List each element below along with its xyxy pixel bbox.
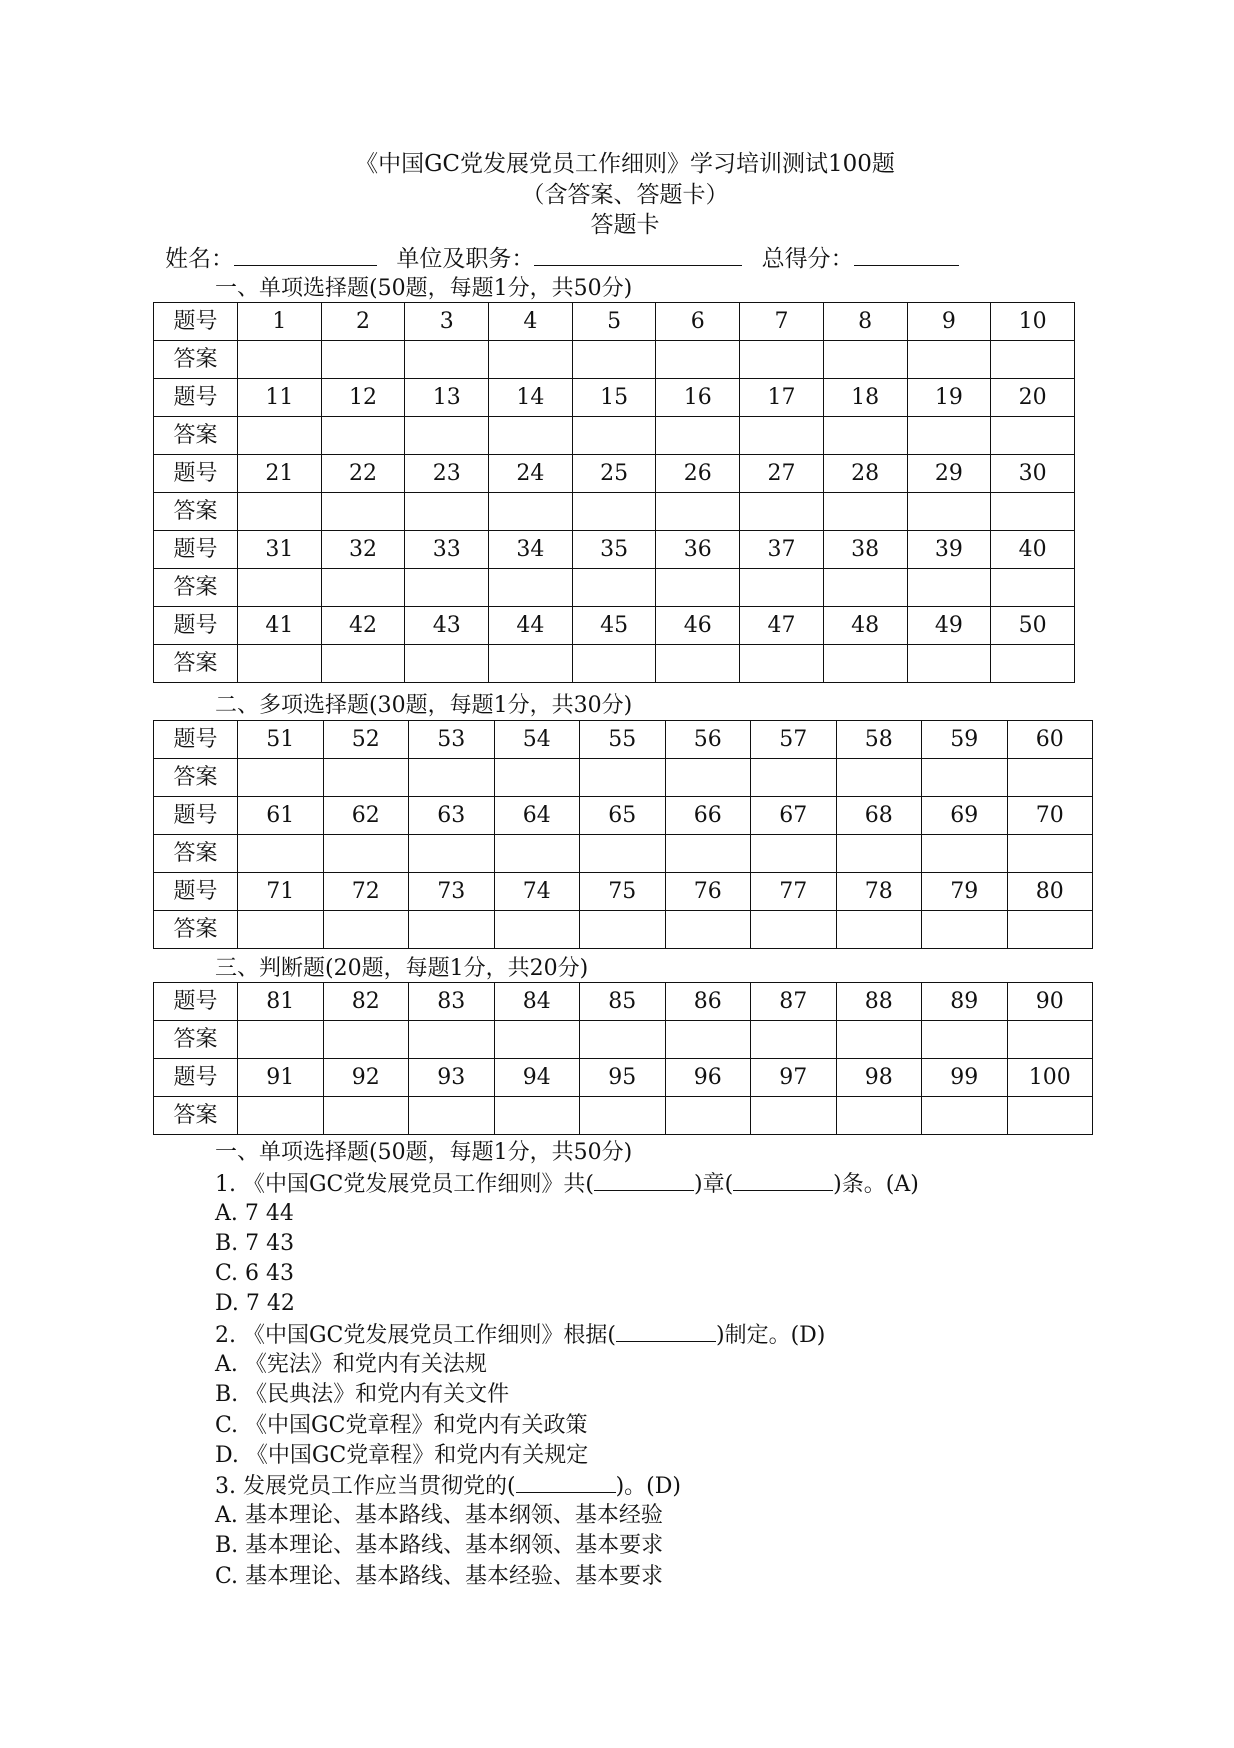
question-1-option-b: B. 7 43	[215, 1231, 295, 1256]
question-number-cell: 32	[321, 531, 405, 569]
number-row	[154, 303, 1075, 341]
question-number-cell: 20	[991, 379, 1075, 417]
question-number-cell: 100	[1007, 1059, 1093, 1097]
answer-row-label: 答案	[154, 1021, 238, 1059]
question-number-cell: 66	[665, 797, 751, 835]
question-number-cell: 78	[836, 873, 922, 911]
number-row	[154, 873, 1093, 911]
number-row	[154, 721, 1093, 759]
question-3-blank[interactable]	[516, 1472, 616, 1493]
document-subtitle: （含答案、答题卡）	[521, 182, 729, 208]
question-number-cell: 40	[991, 531, 1075, 569]
question-number-cell: 23	[405, 455, 489, 493]
question-1-option-a: A. 7 44	[215, 1201, 294, 1226]
question-1-text-end: )条。(A)	[833, 1172, 919, 1197]
answer-cell[interactable]	[489, 417, 573, 455]
question-number-cell: 99	[922, 1059, 1008, 1097]
question-number-cell: 25	[572, 455, 656, 493]
question-number-cell: 30	[991, 455, 1075, 493]
question-number-cell: 2	[321, 303, 405, 341]
question-number-cell: 49	[907, 607, 991, 645]
question-number-cell: 60	[1007, 721, 1093, 759]
answer-cell[interactable]	[580, 1097, 666, 1135]
answer-cell[interactable]	[823, 645, 907, 683]
question-number-cell: 29	[907, 455, 991, 493]
question-number-cell: 63	[409, 797, 495, 835]
unit-label: 单位及职务：	[396, 246, 535, 272]
question-number-cell: 65	[580, 797, 666, 835]
question-number-cell: 27	[740, 455, 824, 493]
question-number-cell: 37	[740, 531, 824, 569]
answer-cell[interactable]	[238, 1021, 324, 1059]
answer-cell[interactable]	[323, 835, 409, 873]
answer-row-label: 答案	[154, 1097, 238, 1135]
answer-cell[interactable]	[751, 759, 837, 797]
question-3-text-start: 3. 发展党员工作应当贯彻党的(	[215, 1474, 516, 1499]
answer-cell[interactable]	[922, 911, 1008, 949]
answer-cell[interactable]	[991, 417, 1075, 455]
question-number-cell: 67	[751, 797, 837, 835]
answer-cell[interactable]	[572, 341, 656, 379]
question-number-cell: 17	[740, 379, 824, 417]
answer-cell[interactable]	[405, 417, 489, 455]
answer-row	[154, 835, 1093, 873]
answer-cell[interactable]	[665, 1097, 751, 1135]
number-row	[154, 607, 1075, 645]
answer-cell[interactable]	[409, 759, 495, 797]
question-number-cell: 82	[323, 983, 409, 1021]
answer-cell[interactable]	[238, 1097, 324, 1135]
question-number-cell: 46	[656, 607, 740, 645]
answer-row	[154, 1021, 1093, 1059]
answer-cell[interactable]	[409, 911, 495, 949]
answer-cell[interactable]	[1007, 759, 1093, 797]
question-number-cell: 22	[321, 455, 405, 493]
answer-cell[interactable]	[238, 569, 322, 607]
question-number-cell: 81	[238, 983, 324, 1021]
question-number-cell: 15	[572, 379, 656, 417]
answer-cell[interactable]	[580, 1021, 666, 1059]
answer-card-title: 答题卡	[590, 212, 660, 238]
question-number-cell: 96	[665, 1059, 751, 1097]
answer-cell[interactable]	[409, 835, 495, 873]
answer-cell[interactable]	[494, 759, 580, 797]
question-number-cell: 90	[1007, 983, 1093, 1021]
question-3-text-end: )。(D)	[615, 1474, 681, 1499]
number-row-label: 题号	[154, 531, 238, 569]
answer-cell[interactable]	[238, 911, 324, 949]
answer-cell[interactable]	[907, 645, 991, 683]
number-row-label: 题号	[154, 1059, 238, 1097]
question-number-cell: 35	[572, 531, 656, 569]
number-row-label: 题号	[154, 721, 238, 759]
answer-cell[interactable]	[907, 417, 991, 455]
question-number-cell: 93	[409, 1059, 495, 1097]
answer-cell[interactable]	[1007, 1021, 1093, 1059]
answer-table-multi-choice	[153, 720, 1093, 949]
answer-cell[interactable]	[836, 759, 922, 797]
question-number-cell: 85	[580, 983, 666, 1021]
answer-cell[interactable]	[922, 1021, 1008, 1059]
answer-cell[interactable]	[489, 341, 573, 379]
answer-cell[interactable]	[489, 645, 573, 683]
section-multi-choice: 二、多项选择题(30题，每题1分，共30分)	[215, 693, 633, 718]
question-number-cell: 24	[489, 455, 573, 493]
number-row	[154, 455, 1075, 493]
answer-cell[interactable]	[656, 341, 740, 379]
question-number-cell: 87	[751, 983, 837, 1021]
question-number-cell: 10	[991, 303, 1075, 341]
answer-row	[154, 645, 1075, 683]
number-row-label: 题号	[154, 797, 238, 835]
answer-cell[interactable]	[991, 493, 1075, 531]
answer-cell[interactable]	[572, 417, 656, 455]
answer-cell[interactable]	[907, 493, 991, 531]
answer-cell[interactable]	[740, 645, 824, 683]
answer-row-label: 答案	[154, 645, 238, 683]
answer-cell[interactable]	[991, 341, 1075, 379]
answer-cell[interactable]	[494, 835, 580, 873]
question-number-cell: 56	[665, 721, 751, 759]
question-number-cell: 91	[238, 1059, 324, 1097]
question-number-cell: 71	[238, 873, 324, 911]
answer-cell[interactable]	[823, 417, 907, 455]
answer-cell[interactable]	[922, 1097, 1008, 1135]
question-number-cell: 84	[494, 983, 580, 1021]
question-number-cell: 97	[751, 1059, 837, 1097]
question-number-cell: 13	[405, 379, 489, 417]
question-2-option-a: A. 《宪法》和党内有关法规	[215, 1352, 487, 1377]
answer-cell[interactable]	[323, 911, 409, 949]
question-number-cell: 68	[836, 797, 922, 835]
question-number-cell: 83	[409, 983, 495, 1021]
answer-row-label: 答案	[154, 341, 238, 379]
question-1-blank-2[interactable]	[733, 1170, 833, 1191]
question-number-cell: 21	[238, 455, 322, 493]
question-2	[215, 1321, 825, 1350]
question-1-option-d: D. 7 42	[215, 1291, 295, 1316]
question-number-cell: 39	[907, 531, 991, 569]
answer-cell[interactable]	[489, 493, 573, 531]
question-number-cell: 8	[823, 303, 907, 341]
question-number-cell: 18	[823, 379, 907, 417]
body-section-heading: 一、单项选择题(50题，每题1分，共50分)	[215, 1140, 633, 1165]
question-1	[215, 1170, 919, 1199]
answer-cell[interactable]	[405, 645, 489, 683]
number-row	[154, 1059, 1093, 1097]
question-2-blank[interactable]	[616, 1321, 716, 1342]
question-number-cell: 31	[238, 531, 322, 569]
answer-cell[interactable]	[321, 645, 405, 683]
number-row-label: 题号	[154, 873, 238, 911]
question-3-option-c: C. 基本理论、基本路线、基本经验、基本要求	[215, 1564, 664, 1589]
answer-row-label: 答案	[154, 759, 238, 797]
question-3-option-a: A. 基本理论、基本路线、基本纲领、基本经验	[215, 1503, 663, 1528]
answer-row	[154, 493, 1075, 531]
answer-cell[interactable]	[1007, 835, 1093, 873]
answer-cell[interactable]	[238, 835, 324, 873]
answer-cell[interactable]	[1007, 911, 1093, 949]
question-number-cell: 88	[836, 983, 922, 1021]
number-row	[154, 379, 1075, 417]
answer-cell[interactable]	[656, 417, 740, 455]
question-2-option-c: C. 《中国GC党章程》和党内有关政策	[215, 1413, 588, 1438]
answer-cell[interactable]	[991, 569, 1075, 607]
number-row-label: 题号	[154, 303, 238, 341]
answer-cell[interactable]	[836, 1097, 922, 1135]
answer-cell[interactable]	[494, 1021, 580, 1059]
answer-cell[interactable]	[580, 911, 666, 949]
question-number-cell: 52	[323, 721, 409, 759]
number-row-label: 题号	[154, 607, 238, 645]
score-label: 总得分：	[761, 246, 854, 272]
answer-row-label: 答案	[154, 493, 238, 531]
answer-cell[interactable]	[409, 1097, 495, 1135]
question-number-cell: 28	[823, 455, 907, 493]
answer-cell[interactable]	[751, 1021, 837, 1059]
question-number-cell: 95	[580, 1059, 666, 1097]
number-row-label: 题号	[154, 455, 238, 493]
question-number-cell: 61	[238, 797, 324, 835]
question-number-cell: 7	[740, 303, 824, 341]
answer-row	[154, 569, 1075, 607]
question-number-cell: 72	[323, 873, 409, 911]
answer-cell[interactable]	[409, 1021, 495, 1059]
unit-field[interactable]	[534, 243, 742, 266]
question-number-cell: 26	[656, 455, 740, 493]
question-number-cell: 6	[656, 303, 740, 341]
answer-cell[interactable]	[751, 1097, 837, 1135]
answer-cell[interactable]	[907, 569, 991, 607]
question-number-cell: 38	[823, 531, 907, 569]
answer-cell[interactable]	[238, 417, 322, 455]
question-number-cell: 69	[922, 797, 1008, 835]
question-number-cell: 89	[922, 983, 1008, 1021]
question-1-blank-1[interactable]	[594, 1170, 694, 1191]
question-number-cell: 5	[572, 303, 656, 341]
section-single-choice: 一、单项选择题(50题，每题1分，共50分)	[215, 276, 633, 301]
info-line	[165, 243, 959, 273]
question-number-cell: 73	[409, 873, 495, 911]
answer-cell[interactable]	[740, 341, 824, 379]
question-number-cell: 16	[656, 379, 740, 417]
question-2-text-start: 2. 《中国GC党发展党员工作细则》根据(	[215, 1323, 616, 1348]
answer-cell[interactable]	[321, 493, 405, 531]
question-number-cell: 19	[907, 379, 991, 417]
answer-cell[interactable]	[238, 341, 322, 379]
question-number-cell: 14	[489, 379, 573, 417]
question-number-cell: 74	[494, 873, 580, 911]
answer-row-label: 答案	[154, 569, 238, 607]
question-number-cell: 75	[580, 873, 666, 911]
question-number-cell: 77	[751, 873, 837, 911]
answer-cell[interactable]	[494, 911, 580, 949]
answer-cell[interactable]	[572, 569, 656, 607]
question-number-cell: 62	[323, 797, 409, 835]
question-number-cell: 55	[580, 721, 666, 759]
question-number-cell: 58	[836, 721, 922, 759]
answer-cell[interactable]	[323, 1097, 409, 1135]
question-1-text-start: 1. 《中国GC党发展党员工作细则》共(	[215, 1172, 594, 1197]
answer-cell[interactable]	[572, 645, 656, 683]
number-row	[154, 531, 1075, 569]
answer-cell[interactable]	[238, 759, 324, 797]
question-2-option-b: B. 《民典法》和党内有关文件	[215, 1382, 510, 1407]
answer-cell[interactable]	[665, 1021, 751, 1059]
answer-cell[interactable]	[836, 1021, 922, 1059]
answer-cell[interactable]	[823, 493, 907, 531]
number-row	[154, 983, 1093, 1021]
answer-row	[154, 1097, 1093, 1135]
question-number-cell: 34	[489, 531, 573, 569]
answer-cell[interactable]	[405, 341, 489, 379]
answer-row-label: 答案	[154, 417, 238, 455]
question-number-cell: 43	[405, 607, 489, 645]
question-number-cell: 36	[656, 531, 740, 569]
question-number-cell: 1	[238, 303, 322, 341]
section-true-false: 三、判断题(20题，每题1分，共20分)	[215, 956, 589, 981]
question-number-cell: 70	[1007, 797, 1093, 835]
answer-cell[interactable]	[751, 911, 837, 949]
answer-cell[interactable]	[656, 645, 740, 683]
question-number-cell: 50	[991, 607, 1075, 645]
answer-table-true-false	[153, 982, 1093, 1135]
question-number-cell: 44	[489, 607, 573, 645]
question-2-text-end: )制定。(D)	[715, 1323, 826, 1348]
answer-row-label: 答案	[154, 911, 238, 949]
question-3	[215, 1472, 681, 1501]
answer-cell[interactable]	[321, 341, 405, 379]
question-number-cell: 86	[665, 983, 751, 1021]
question-number-cell: 79	[922, 873, 1008, 911]
number-row-label: 题号	[154, 983, 238, 1021]
question-number-cell: 42	[321, 607, 405, 645]
question-number-cell: 33	[405, 531, 489, 569]
answer-cell[interactable]	[665, 835, 751, 873]
answer-row-label: 答案	[154, 835, 238, 873]
answer-cell[interactable]	[1007, 1097, 1093, 1135]
question-number-cell: 51	[238, 721, 324, 759]
document-title: 《中国GC党发展党员工作细则》学习培训测试100题	[355, 151, 895, 177]
answer-cell[interactable]	[238, 493, 322, 531]
answer-cell[interactable]	[323, 759, 409, 797]
question-number-cell: 4	[489, 303, 573, 341]
number-row	[154, 797, 1093, 835]
answer-cell[interactable]	[740, 417, 824, 455]
answer-cell[interactable]	[740, 569, 824, 607]
answer-cell[interactable]	[751, 835, 837, 873]
answer-cell[interactable]	[836, 835, 922, 873]
answer-cell[interactable]	[836, 911, 922, 949]
answer-cell[interactable]	[665, 759, 751, 797]
question-1-option-c: C. 6 43	[215, 1261, 295, 1286]
answer-cell[interactable]	[580, 759, 666, 797]
answer-cell[interactable]	[907, 341, 991, 379]
answer-cell[interactable]	[494, 1097, 580, 1135]
answer-row	[154, 341, 1075, 379]
question-number-cell: 64	[494, 797, 580, 835]
question-number-cell: 48	[823, 607, 907, 645]
question-2-option-d: D. 《中国GC党章程》和党内有关规定	[215, 1443, 589, 1468]
answer-cell[interactable]	[656, 493, 740, 531]
question-number-cell: 53	[409, 721, 495, 759]
answer-cell[interactable]	[665, 911, 751, 949]
answer-cell[interactable]	[823, 341, 907, 379]
question-number-cell: 76	[665, 873, 751, 911]
question-3-option-b: B. 基本理论、基本路线、基本纲领、基本要求	[215, 1533, 664, 1558]
answer-cell[interactable]	[823, 569, 907, 607]
question-number-cell: 54	[494, 721, 580, 759]
answer-cell[interactable]	[922, 759, 1008, 797]
answer-cell[interactable]	[740, 493, 824, 531]
name-label: 姓名：	[165, 246, 234, 272]
question-number-cell: 59	[922, 721, 1008, 759]
question-1-text-mid: )章(	[693, 1172, 734, 1197]
question-number-cell: 80	[1007, 873, 1093, 911]
question-number-cell: 3	[405, 303, 489, 341]
answer-cell[interactable]	[238, 645, 322, 683]
answer-cell[interactable]	[405, 493, 489, 531]
question-number-cell: 47	[740, 607, 824, 645]
answer-cell[interactable]	[991, 645, 1075, 683]
question-number-cell: 11	[238, 379, 322, 417]
answer-cell[interactable]	[405, 569, 489, 607]
name-field[interactable]	[234, 243, 377, 266]
question-number-cell: 12	[321, 379, 405, 417]
question-number-cell: 45	[572, 607, 656, 645]
answer-row	[154, 911, 1093, 949]
number-row-label: 题号	[154, 379, 238, 417]
question-number-cell: 57	[751, 721, 837, 759]
answer-table-single-choice	[153, 302, 1075, 683]
answer-cell[interactable]	[321, 569, 405, 607]
answer-cell[interactable]	[321, 417, 405, 455]
question-number-cell: 98	[836, 1059, 922, 1097]
answer-cell[interactable]	[489, 569, 573, 607]
question-number-cell: 92	[323, 1059, 409, 1097]
answer-row	[154, 417, 1075, 455]
answer-cell[interactable]	[580, 835, 666, 873]
score-field[interactable]	[854, 243, 959, 266]
answer-cell[interactable]	[656, 569, 740, 607]
question-number-cell: 9	[907, 303, 991, 341]
answer-cell[interactable]	[323, 1021, 409, 1059]
question-number-cell: 41	[238, 607, 322, 645]
answer-row	[154, 759, 1093, 797]
answer-cell[interactable]	[572, 493, 656, 531]
question-number-cell: 94	[494, 1059, 580, 1097]
answer-cell[interactable]	[922, 835, 1008, 873]
